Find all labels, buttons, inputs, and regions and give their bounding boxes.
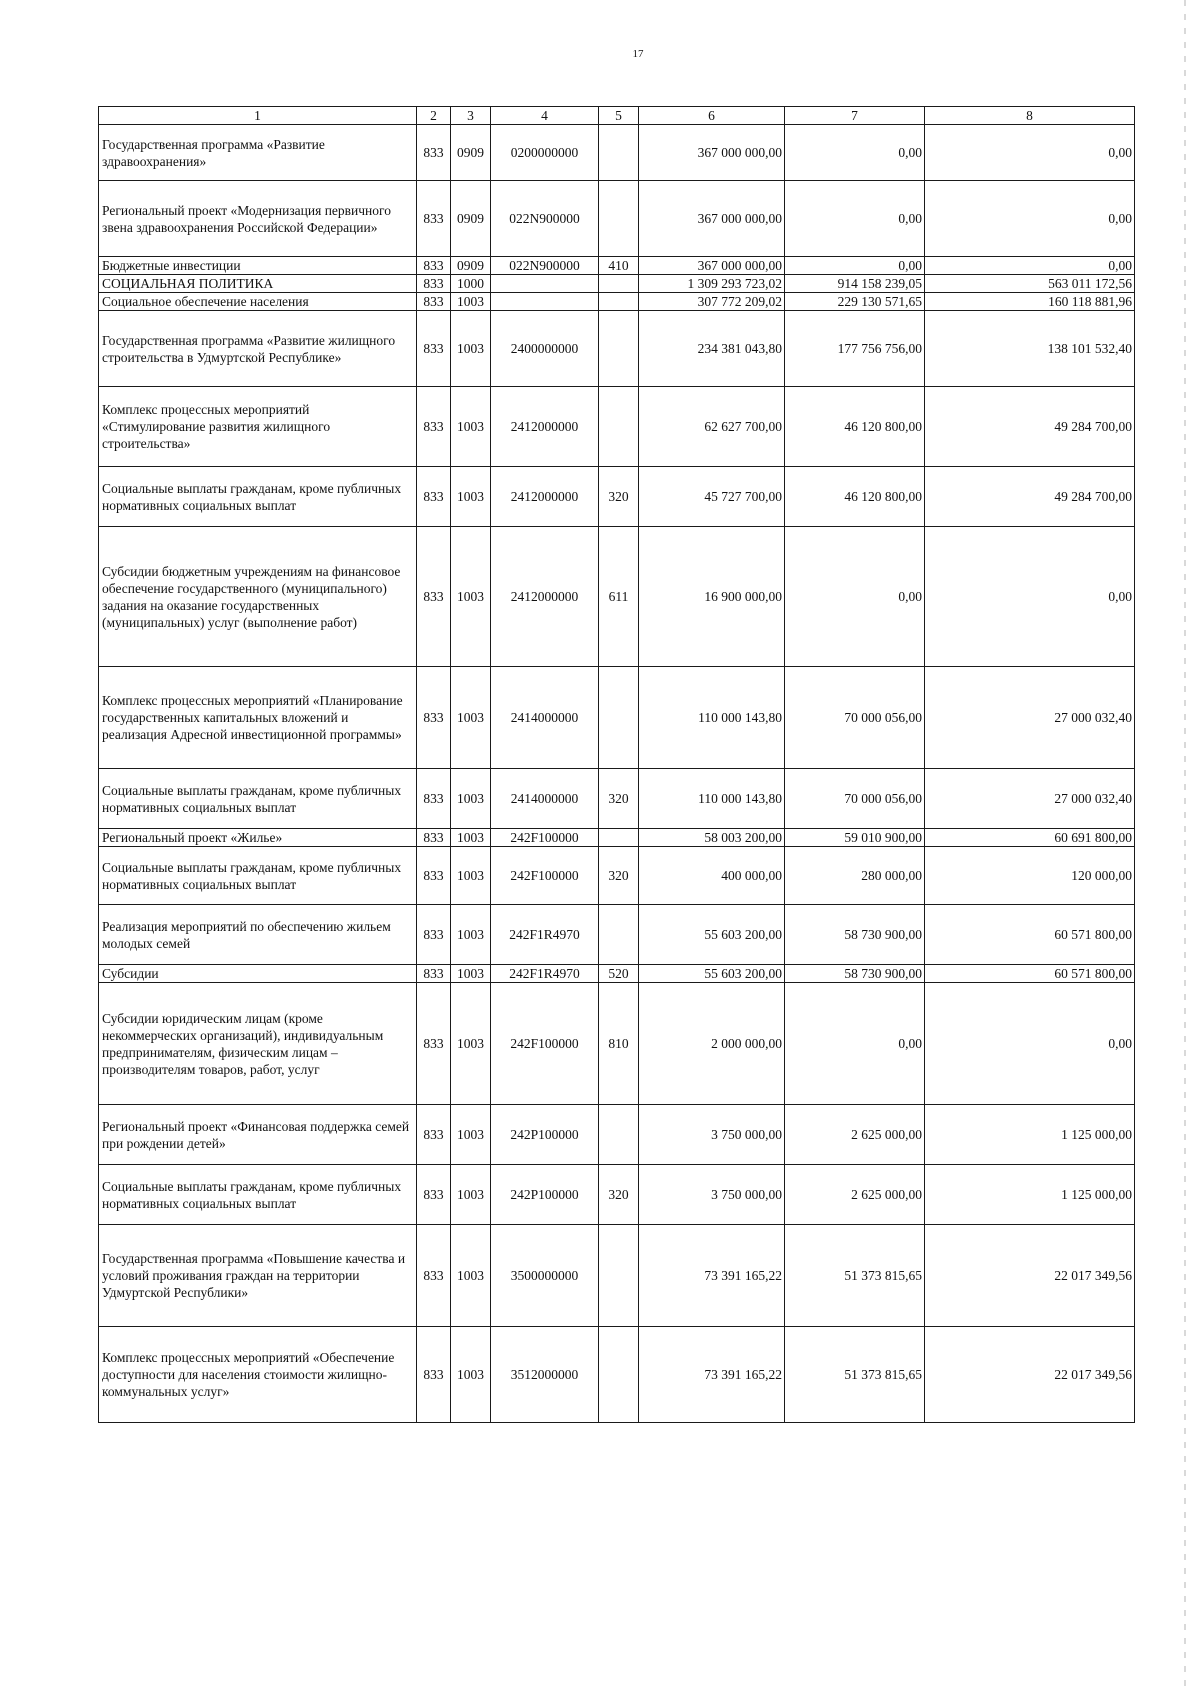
- table-row: [99, 467, 1135, 527]
- header-col-8: 8: [925, 107, 1135, 125]
- table-row: [99, 275, 1135, 293]
- table-row: [99, 1327, 1135, 1423]
- row-amount-1: 62 627 700,00: [639, 387, 785, 467]
- row-target-code: 2414000000: [491, 769, 599, 829]
- row-expense-type: 611: [599, 527, 639, 667]
- row-amount-3: 0,00: [925, 527, 1135, 667]
- row-target-code: 242F100000: [491, 847, 599, 905]
- row-name: Социальные выплаты гражданам, кроме публичных нормативных социальных выплат: [99, 467, 417, 527]
- row-amount-1: 110 000 143,80: [639, 769, 785, 829]
- row-expense-type: [599, 1225, 639, 1327]
- page-number: 17: [632, 48, 644, 60]
- row-name: Комплекс процессных мероприятий «Планирование государственных капитальных вложений и реализация Адресной инвестиционной программы»: [99, 667, 417, 769]
- row-expense-type: [599, 275, 639, 293]
- table-row: [99, 1105, 1135, 1165]
- row-ministry-code: 833: [417, 965, 451, 983]
- row-expense-type: 320: [599, 847, 639, 905]
- row-amount-2: 0,00: [785, 181, 925, 257]
- row-target-code: 0200000000: [491, 125, 599, 181]
- row-target-code: 022N900000: [491, 257, 599, 275]
- row-expense-type: 320: [599, 769, 639, 829]
- table-row: [99, 829, 1135, 847]
- row-name: Социальные выплаты гражданам, кроме публичных нормативных социальных выплат: [99, 769, 417, 829]
- row-amount-3: 22 017 349,56: [925, 1225, 1135, 1327]
- table-row: [99, 1225, 1135, 1327]
- row-amount-2: 51 373 815,65: [785, 1225, 925, 1327]
- table-row: [99, 181, 1135, 257]
- row-target-code: 242F100000: [491, 983, 599, 1105]
- row-expense-type: [599, 1105, 639, 1165]
- row-target-code: 2400000000: [491, 311, 599, 387]
- row-section-code: 1000: [451, 275, 491, 293]
- row-ministry-code: 833: [417, 667, 451, 769]
- row-amount-2: 0,00: [785, 257, 925, 275]
- row-section-code: 0909: [451, 125, 491, 181]
- row-name: Государственная программа «Развитие жилищного строительства в Удмуртской Республике»: [99, 311, 417, 387]
- row-target-code: 242F100000: [491, 829, 599, 847]
- row-target-code: 242F1R4970: [491, 965, 599, 983]
- row-amount-2: 58 730 900,00: [785, 905, 925, 965]
- table-row: [99, 905, 1135, 965]
- table-row: [99, 387, 1135, 467]
- header-col-4: 4: [491, 107, 599, 125]
- row-target-code: 3512000000: [491, 1327, 599, 1423]
- row-amount-3: 1 125 000,00: [925, 1165, 1135, 1225]
- row-name: Комплекс процессных мероприятий «Обеспечение доступности для населения стоимости жилищно-коммунальных услуг»: [99, 1327, 417, 1423]
- row-name: Субсидии юридическим лицам (кроме некоммерческих организаций), индивидуальным предпринимателям, физическим лицам – производителям товаров, работ, услуг: [99, 983, 417, 1105]
- row-target-code: 2412000000: [491, 527, 599, 667]
- row-amount-1: 307 772 209,02: [639, 293, 785, 311]
- row-ministry-code: 833: [417, 311, 451, 387]
- row-amount-1: 55 603 200,00: [639, 965, 785, 983]
- row-name: Бюджетные инвестиции: [99, 257, 417, 275]
- row-amount-2: 46 120 800,00: [785, 387, 925, 467]
- table-row: [99, 667, 1135, 769]
- row-expense-type: 320: [599, 467, 639, 527]
- row-section-code: 1003: [451, 847, 491, 905]
- row-expense-type: 410: [599, 257, 639, 275]
- row-amount-3: 49 284 700,00: [925, 387, 1135, 467]
- row-amount-1: 58 003 200,00: [639, 829, 785, 847]
- row-amount-3: 22 017 349,56: [925, 1327, 1135, 1423]
- row-amount-1: 367 000 000,00: [639, 181, 785, 257]
- table-row: [99, 527, 1135, 667]
- row-ministry-code: 833: [417, 847, 451, 905]
- row-target-code: 022N900000: [491, 181, 599, 257]
- row-ministry-code: 833: [417, 1105, 451, 1165]
- row-name: Социальные выплаты гражданам, кроме публичных нормативных социальных выплат: [99, 1165, 417, 1225]
- row-amount-2: 914 158 239,05: [785, 275, 925, 293]
- row-name: Субсидии: [99, 965, 417, 983]
- row-section-code: 1003: [451, 1327, 491, 1423]
- row-amount-2: 2 625 000,00: [785, 1105, 925, 1165]
- row-ministry-code: 833: [417, 257, 451, 275]
- row-amount-2: 0,00: [785, 527, 925, 667]
- row-section-code: 1003: [451, 983, 491, 1105]
- row-name: Социальное обеспечение населения: [99, 293, 417, 311]
- row-amount-2: 46 120 800,00: [785, 467, 925, 527]
- row-expense-type: [599, 311, 639, 387]
- row-ministry-code: 833: [417, 1225, 451, 1327]
- header-col-1: 1: [99, 107, 417, 125]
- header-col-6: 6: [639, 107, 785, 125]
- row-name: Региональный проект «Модернизация первичного звена здравоохранения Российской Федерации»: [99, 181, 417, 257]
- row-name: Государственная программа «Развитие здравоохранения»: [99, 125, 417, 181]
- header-col-5: 5: [599, 107, 639, 125]
- row-name: Субсидии бюджетным учреждениям на финансовое обеспечение государственного (муниципального) задания на оказание государственных (муниципальных) услуг (выполнение работ): [99, 527, 417, 667]
- table-row: [99, 257, 1135, 275]
- table-row: [99, 1165, 1135, 1225]
- row-ministry-code: 833: [417, 1165, 451, 1225]
- row-amount-2: 229 130 571,65: [785, 293, 925, 311]
- row-amount-3: 563 011 172,56: [925, 275, 1135, 293]
- row-amount-3: 27 000 032,40: [925, 667, 1135, 769]
- row-amount-1: 55 603 200,00: [639, 905, 785, 965]
- row-target-code: [491, 275, 599, 293]
- row-ministry-code: 833: [417, 275, 451, 293]
- row-amount-2: 70 000 056,00: [785, 667, 925, 769]
- row-section-code: 1003: [451, 829, 491, 847]
- row-target-code: 2412000000: [491, 387, 599, 467]
- row-amount-2: 2 625 000,00: [785, 1165, 925, 1225]
- row-ministry-code: 833: [417, 1327, 451, 1423]
- row-amount-1: 367 000 000,00: [639, 257, 785, 275]
- table-row: [99, 293, 1135, 311]
- row-expense-type: [599, 181, 639, 257]
- header-col-2: 2: [417, 107, 451, 125]
- row-amount-3: 0,00: [925, 181, 1135, 257]
- header-col-7: 7: [785, 107, 925, 125]
- row-ministry-code: 833: [417, 125, 451, 181]
- row-section-code: 1003: [451, 467, 491, 527]
- row-amount-1: 1 309 293 723,02: [639, 275, 785, 293]
- row-section-code: 1003: [451, 667, 491, 769]
- row-amount-2: 280 000,00: [785, 847, 925, 905]
- row-target-code: [491, 293, 599, 311]
- table-row: [99, 769, 1135, 829]
- row-expense-type: 520: [599, 965, 639, 983]
- row-ministry-code: 833: [417, 527, 451, 667]
- row-target-code: 2414000000: [491, 667, 599, 769]
- row-target-code: 242F1R4970: [491, 905, 599, 965]
- budget-table: [98, 106, 1135, 1423]
- row-ministry-code: 833: [417, 905, 451, 965]
- row-amount-3: 49 284 700,00: [925, 467, 1135, 527]
- row-ministry-code: 833: [417, 769, 451, 829]
- row-expense-type: 320: [599, 1165, 639, 1225]
- row-section-code: 0909: [451, 181, 491, 257]
- row-name: Государственная программа «Повышение качества и условий проживания граждан на территории Удмуртской Республики»: [99, 1225, 417, 1327]
- row-amount-1: 2 000 000,00: [639, 983, 785, 1105]
- row-target-code: 2412000000: [491, 467, 599, 527]
- row-amount-3: 60 571 800,00: [925, 965, 1135, 983]
- row-target-code: 3500000000: [491, 1225, 599, 1327]
- row-amount-2: 0,00: [785, 125, 925, 181]
- row-amount-2: 59 010 900,00: [785, 829, 925, 847]
- row-ministry-code: 833: [417, 983, 451, 1105]
- row-expense-type: [599, 829, 639, 847]
- row-amount-2: 0,00: [785, 983, 925, 1105]
- table-row: [99, 965, 1135, 983]
- table-row: [99, 125, 1135, 181]
- row-section-code: 1003: [451, 769, 491, 829]
- row-section-code: 1003: [451, 1105, 491, 1165]
- row-amount-1: 400 000,00: [639, 847, 785, 905]
- row-name: Региональный проект «Финансовая поддержка семей при рождении детей»: [99, 1105, 417, 1165]
- row-section-code: 1003: [451, 1225, 491, 1327]
- row-amount-2: 51 373 815,65: [785, 1327, 925, 1423]
- row-amount-1: 234 381 043,80: [639, 311, 785, 387]
- row-amount-3: 60 691 800,00: [925, 829, 1135, 847]
- row-amount-1: 367 000 000,00: [639, 125, 785, 181]
- row-amount-3: 0,00: [925, 257, 1135, 275]
- row-section-code: 1003: [451, 293, 491, 311]
- row-target-code: 242P100000: [491, 1105, 599, 1165]
- row-expense-type: [599, 667, 639, 769]
- row-expense-type: [599, 293, 639, 311]
- header-row: [99, 107, 1135, 125]
- row-section-code: 1003: [451, 311, 491, 387]
- row-target-code: 242P100000: [491, 1165, 599, 1225]
- row-expense-type: [599, 125, 639, 181]
- row-ministry-code: 833: [417, 387, 451, 467]
- row-amount-2: 177 756 756,00: [785, 311, 925, 387]
- scan-edge-mark: [1184, 0, 1186, 1686]
- row-section-code: 0909: [451, 257, 491, 275]
- row-amount-2: 70 000 056,00: [785, 769, 925, 829]
- row-amount-1: 73 391 165,22: [639, 1225, 785, 1327]
- row-section-code: 1003: [451, 905, 491, 965]
- row-section-code: 1003: [451, 965, 491, 983]
- row-amount-3: 1 125 000,00: [925, 1105, 1135, 1165]
- row-ministry-code: 833: [417, 181, 451, 257]
- row-section-code: 1003: [451, 527, 491, 667]
- row-section-code: 1003: [451, 1165, 491, 1225]
- row-amount-3: 138 101 532,40: [925, 311, 1135, 387]
- row-amount-1: 3 750 000,00: [639, 1165, 785, 1225]
- row-name: Региональный проект «Жилье»: [99, 829, 417, 847]
- row-amount-3: 0,00: [925, 125, 1135, 181]
- row-name: СОЦИАЛЬНАЯ ПОЛИТИКА: [99, 275, 417, 293]
- row-section-code: 1003: [451, 387, 491, 467]
- row-expense-type: [599, 905, 639, 965]
- row-amount-1: 16 900 000,00: [639, 527, 785, 667]
- row-amount-3: 27 000 032,40: [925, 769, 1135, 829]
- table-row: [99, 311, 1135, 387]
- row-amount-1: 73 391 165,22: [639, 1327, 785, 1423]
- row-name: Комплекс процессных мероприятий «Стимулирование развития жилищного строительства»: [99, 387, 417, 467]
- row-ministry-code: 833: [417, 829, 451, 847]
- header-col-3: 3: [451, 107, 491, 125]
- row-expense-type: [599, 1327, 639, 1423]
- row-name: Реализация мероприятий по обеспечению жильем молодых семей: [99, 905, 417, 965]
- row-amount-1: 45 727 700,00: [639, 467, 785, 527]
- row-ministry-code: 833: [417, 293, 451, 311]
- table-row: [99, 983, 1135, 1105]
- row-amount-3: 0,00: [925, 983, 1135, 1105]
- row-amount-3: 60 571 800,00: [925, 905, 1135, 965]
- row-ministry-code: 833: [417, 467, 451, 527]
- row-amount-3: 160 118 881,96: [925, 293, 1135, 311]
- row-amount-3: 120 000,00: [925, 847, 1135, 905]
- row-expense-type: [599, 387, 639, 467]
- table-row: [99, 847, 1135, 905]
- row-name: Социальные выплаты гражданам, кроме публичных нормативных социальных выплат: [99, 847, 417, 905]
- row-expense-type: 810: [599, 983, 639, 1105]
- row-amount-1: 3 750 000,00: [639, 1105, 785, 1165]
- row-amount-1: 110 000 143,80: [639, 667, 785, 769]
- row-amount-2: 58 730 900,00: [785, 965, 925, 983]
